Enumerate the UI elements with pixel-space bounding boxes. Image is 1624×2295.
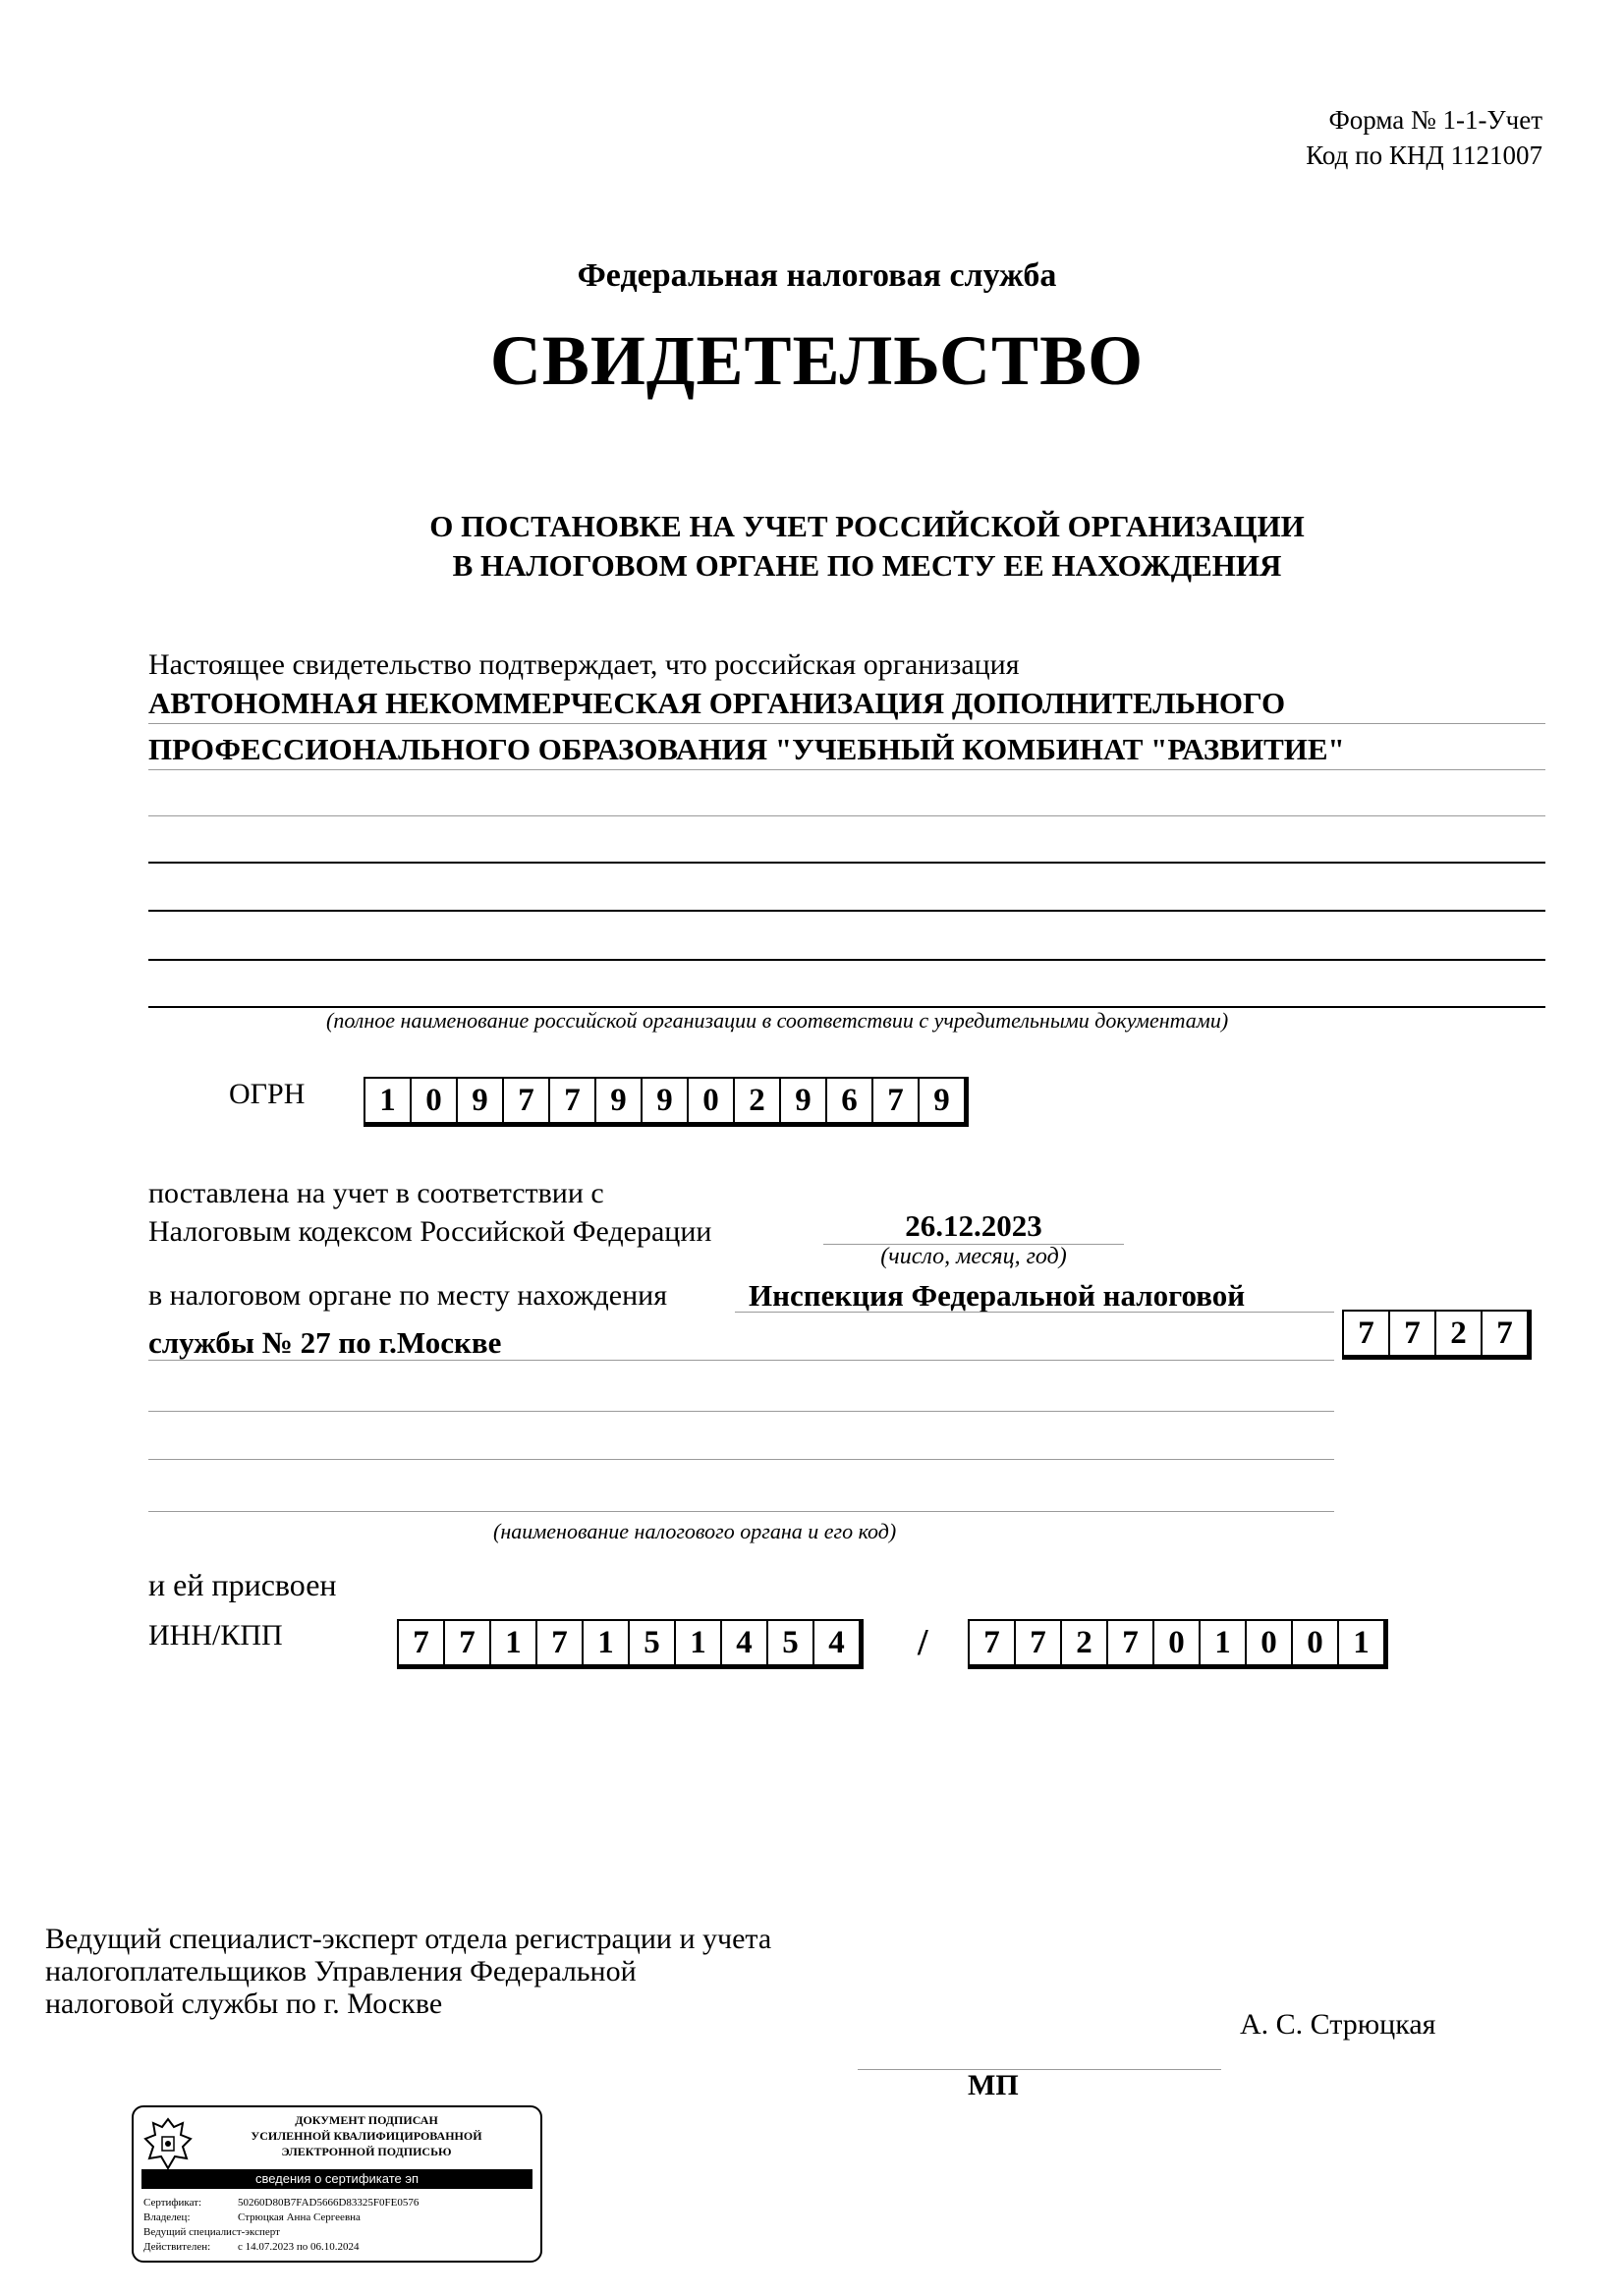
inn-digit-2: 7	[443, 1619, 491, 1666]
kpp-digit-6: 1	[1199, 1619, 1247, 1666]
ogrn-digit-9: 2	[733, 1077, 781, 1124]
ogrn-digit-12: 7	[871, 1077, 920, 1124]
stamp-owner-position: Ведущий специалист-эксперт	[143, 2226, 280, 2238]
org-line-4	[148, 862, 1545, 864]
inn-digit-4: 7	[535, 1619, 584, 1666]
intro-text: Настоящее свидетельство подтверждает, что российская организация	[148, 648, 1020, 681]
ogrn-digit-3: 9	[456, 1077, 504, 1124]
kpp-digit-9: 1	[1337, 1619, 1385, 1666]
authority-line-3	[148, 1411, 1334, 1412]
stamp-heading-2: УСИЛЕННОЙ КВАЛИФИЦИРОВАННОЙ	[251, 2129, 482, 2143]
inn-digit-1: 7	[397, 1619, 445, 1666]
authority-line-5	[148, 1511, 1334, 1512]
assigned-text: и ей присвоен	[148, 1567, 337, 1602]
inn-digit-7: 1	[674, 1619, 722, 1666]
kpp-digit-4: 7	[1106, 1619, 1154, 1666]
org-name-line2: ПРОФЕССИОНАЛЬНОГО ОБРАЗОВАНИЯ "УЧЕБНЫЙ КОМБИНАТ "РАЗВИТИЕ"	[148, 732, 1345, 766]
emblem-icon	[141, 2115, 195, 2172]
kpp-digit-7: 0	[1245, 1619, 1293, 1666]
authority-code-digit-3: 2	[1434, 1310, 1483, 1357]
org-name-line1: АВТОНОМНАЯ НЕКОММЕРЧЕСКАЯ ОРГАНИЗАЦИЯ ДОПОЛНИТЕЛЬНОГО	[148, 686, 1286, 720]
kpp-digit-5: 0	[1152, 1619, 1201, 1666]
authority-caption: (наименование налогового органа и его код)	[493, 1519, 897, 1543]
authority-prefix: в налоговом органе по месту нахождения	[148, 1279, 668, 1312]
stamp-validity-row	[143, 2241, 360, 2253]
authority-line-2	[148, 1360, 1334, 1361]
authority-code-digit-2: 7	[1388, 1310, 1436, 1357]
stamp-certificate-row	[143, 2197, 419, 2209]
kpp-cells	[968, 1619, 1388, 1669]
ogrn-digit-2: 0	[410, 1077, 458, 1124]
authority-name-part1: Инспекция Федеральной налоговой	[749, 1278, 1246, 1313]
position-line3: налоговой службы по г. Москве	[45, 1987, 443, 2020]
kpp-digit-2: 7	[1014, 1619, 1062, 1666]
registration-line2: Налоговым кодексом Российской Федерации	[148, 1215, 712, 1248]
e-signature-stamp	[132, 2105, 542, 2263]
owner-value: Стрюцкая Анна Сергеевна	[238, 2211, 361, 2223]
authority-name-part2: службы № 27 по г.Москве	[148, 1325, 502, 1360]
ogrn-cells	[364, 1077, 969, 1127]
stamp-owner-row	[143, 2211, 361, 2223]
ogrn-digit-8: 0	[687, 1077, 735, 1124]
date-caption: (число, месяц, год)	[880, 1244, 1067, 1269]
certificate-value: 50260D80B7FAD5666D83325F0FE0576	[238, 2197, 420, 2209]
validity-label: Действителен:	[143, 2241, 211, 2253]
validity-value: с 14.07.2023 по 06.10.2024	[238, 2241, 360, 2253]
stamp-heading-1: ДОКУМЕНТ ПОДПИСАН	[295, 2113, 438, 2127]
org-line-6	[148, 959, 1545, 961]
form-number: Форма № 1-1-Учет	[1328, 105, 1542, 135]
authority-code-digit-1: 7	[1342, 1310, 1390, 1357]
org-line-3	[148, 815, 1545, 816]
knd-code: Код по КНД 1121007	[1306, 140, 1542, 170]
signer-name: А. С. Стрюцкая	[1240, 2008, 1436, 2041]
org-line-1	[148, 723, 1545, 724]
ogrn-digit-6: 9	[594, 1077, 643, 1124]
authority-line-1	[735, 1312, 1334, 1313]
service-name: Федеральная налоговая служба	[577, 257, 1057, 294]
ogrn-digit-5: 7	[548, 1077, 596, 1124]
ogrn-digit-13: 9	[918, 1077, 966, 1124]
inn-digit-10: 4	[812, 1619, 861, 1666]
ogrn-digit-4: 7	[502, 1077, 550, 1124]
ogrn-digit-1: 1	[364, 1077, 412, 1124]
inn-cells	[397, 1619, 864, 1669]
stamp-info-bar: сведения о сертификате эп	[141, 2169, 532, 2189]
authority-line-4	[148, 1459, 1334, 1460]
inn-digit-3: 1	[489, 1619, 537, 1666]
inn-digit-5: 1	[582, 1619, 630, 1666]
inn-digit-8: 4	[720, 1619, 768, 1666]
kpp-digit-8: 0	[1291, 1619, 1339, 1666]
owner-label: Владелец:	[143, 2211, 191, 2223]
document-title: СВИДЕТЕЛЬСТВО	[489, 321, 1145, 400]
ogrn-digit-7: 9	[641, 1077, 689, 1124]
seal-label: МП	[968, 2069, 1019, 2101]
org-name-caption: (полное наименование российской организации в соответствии с учредительными документами)	[326, 1008, 1229, 1033]
registration-date: 26.12.2023	[905, 1208, 1042, 1243]
inn-digit-9: 5	[766, 1619, 814, 1666]
kpp-digit-3: 2	[1060, 1619, 1108, 1666]
inn-kpp-separator: /	[918, 1622, 928, 1663]
registration-line1: поставлена на учет в соответствии с	[148, 1177, 604, 1209]
stamp-heading-3: ЭЛЕКТРОННОЙ ПОДПИСЬЮ	[281, 2145, 452, 2158]
ogrn-label: ОГРН	[229, 1078, 306, 1110]
subtitle-line1: О ПОСТАНОВКЕ НА УЧЕТ РОССИЙСКОЙ ОРГАНИЗАЦИИ	[429, 509, 1305, 543]
position-line1: Ведущий специалист-эксперт отдела регистрации и учета	[45, 1923, 772, 1955]
org-line-5	[148, 910, 1545, 912]
inn-digit-6: 5	[628, 1619, 676, 1666]
kpp-digit-1: 7	[968, 1619, 1016, 1666]
authority-code-cells	[1342, 1310, 1532, 1360]
signature-line	[858, 2069, 1221, 2070]
certificate-label: Сертификат:	[143, 2197, 202, 2209]
ogrn-digit-11: 6	[825, 1077, 873, 1124]
position-line2: налогоплательщиков Управления Федеральной	[45, 1955, 637, 1987]
org-line-2	[148, 769, 1545, 770]
authority-code-digit-4: 7	[1481, 1310, 1529, 1357]
inn-kpp-label: ИНН/КПП	[148, 1619, 283, 1651]
ogrn-digit-10: 9	[779, 1077, 827, 1124]
subtitle-line2: В НАЛОГОВОМ ОРГАНЕ ПО МЕСТУ ЕЕ НАХОЖДЕНИЯ	[452, 548, 1282, 583]
